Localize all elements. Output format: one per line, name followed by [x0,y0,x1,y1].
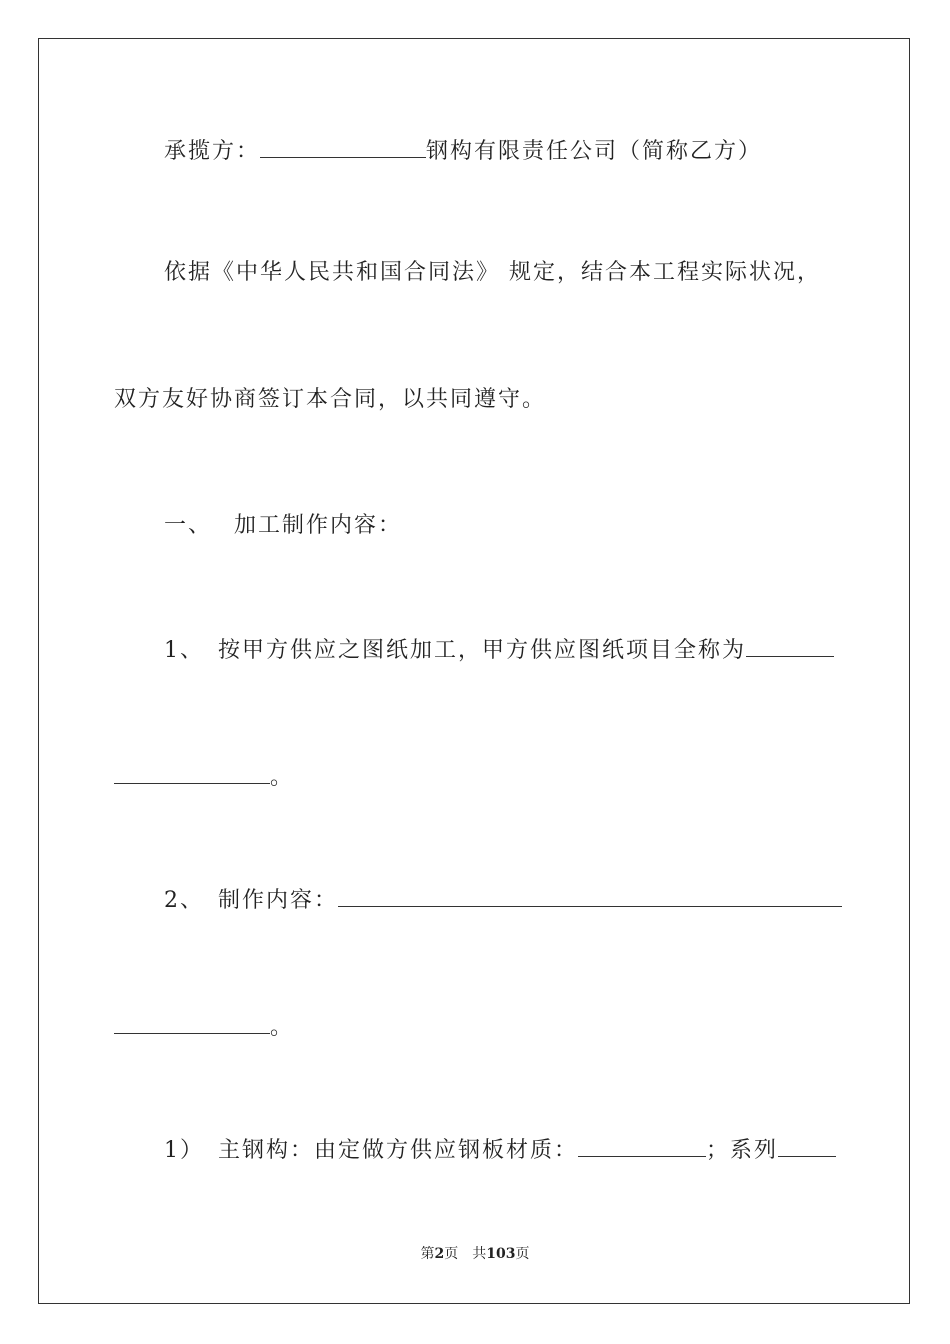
project-name-blank [746,634,834,657]
sub-item-1-number: 1） [164,1138,204,1163]
item-1-line [164,634,834,666]
item-1-continuation [114,761,294,793]
basis-line-2: 双方友好协商签订本合同，以共同遵守。 [114,387,547,412]
series-label: ；系列 [706,1138,779,1163]
item-2-continuation [114,1011,294,1043]
page-border [38,38,910,1304]
production-content-blank-2 [114,1011,270,1034]
footer-mid: 页 共 [444,1246,487,1262]
page-footer [0,1244,950,1264]
page-number: 2 [434,1246,445,1262]
sub-item-1-text: 主钢构：由定做方供应钢板材质： [218,1138,579,1163]
section-number: 一、 [164,513,213,538]
contractor-company: 钢构有限责任公司（简称乙方） [426,139,763,164]
material-blank [578,1134,706,1157]
section-title: 加工制作内容： [234,513,403,538]
contractor-label: 承揽方： [164,139,261,164]
total-pages: 103 [486,1246,516,1262]
basis-line-1: 依据《中华人民共和国合同法》 规定，结合本工程实际状况， [164,260,821,285]
contractor-name-blank [260,135,426,158]
section-heading [164,511,402,541]
period-mark: 。 [270,765,295,790]
sub-item-1-line [164,1134,836,1166]
series-blank [778,1134,836,1157]
item-2-number: 2、 [164,888,204,913]
item-2-text: 制作内容： [218,888,339,913]
footer-post: 页 [515,1246,530,1262]
item-1-number: 1、 [164,638,204,663]
contractor-line [164,135,762,167]
production-content-blank [338,884,842,907]
item-1-text: 按甲方供应之图纸加工，甲方供应图纸项目全称为 [218,638,747,663]
item-2-line [164,884,842,916]
footer-pre: 第 [420,1246,435,1262]
period-mark: 。 [270,1015,295,1040]
project-name-blank-2 [114,761,270,784]
